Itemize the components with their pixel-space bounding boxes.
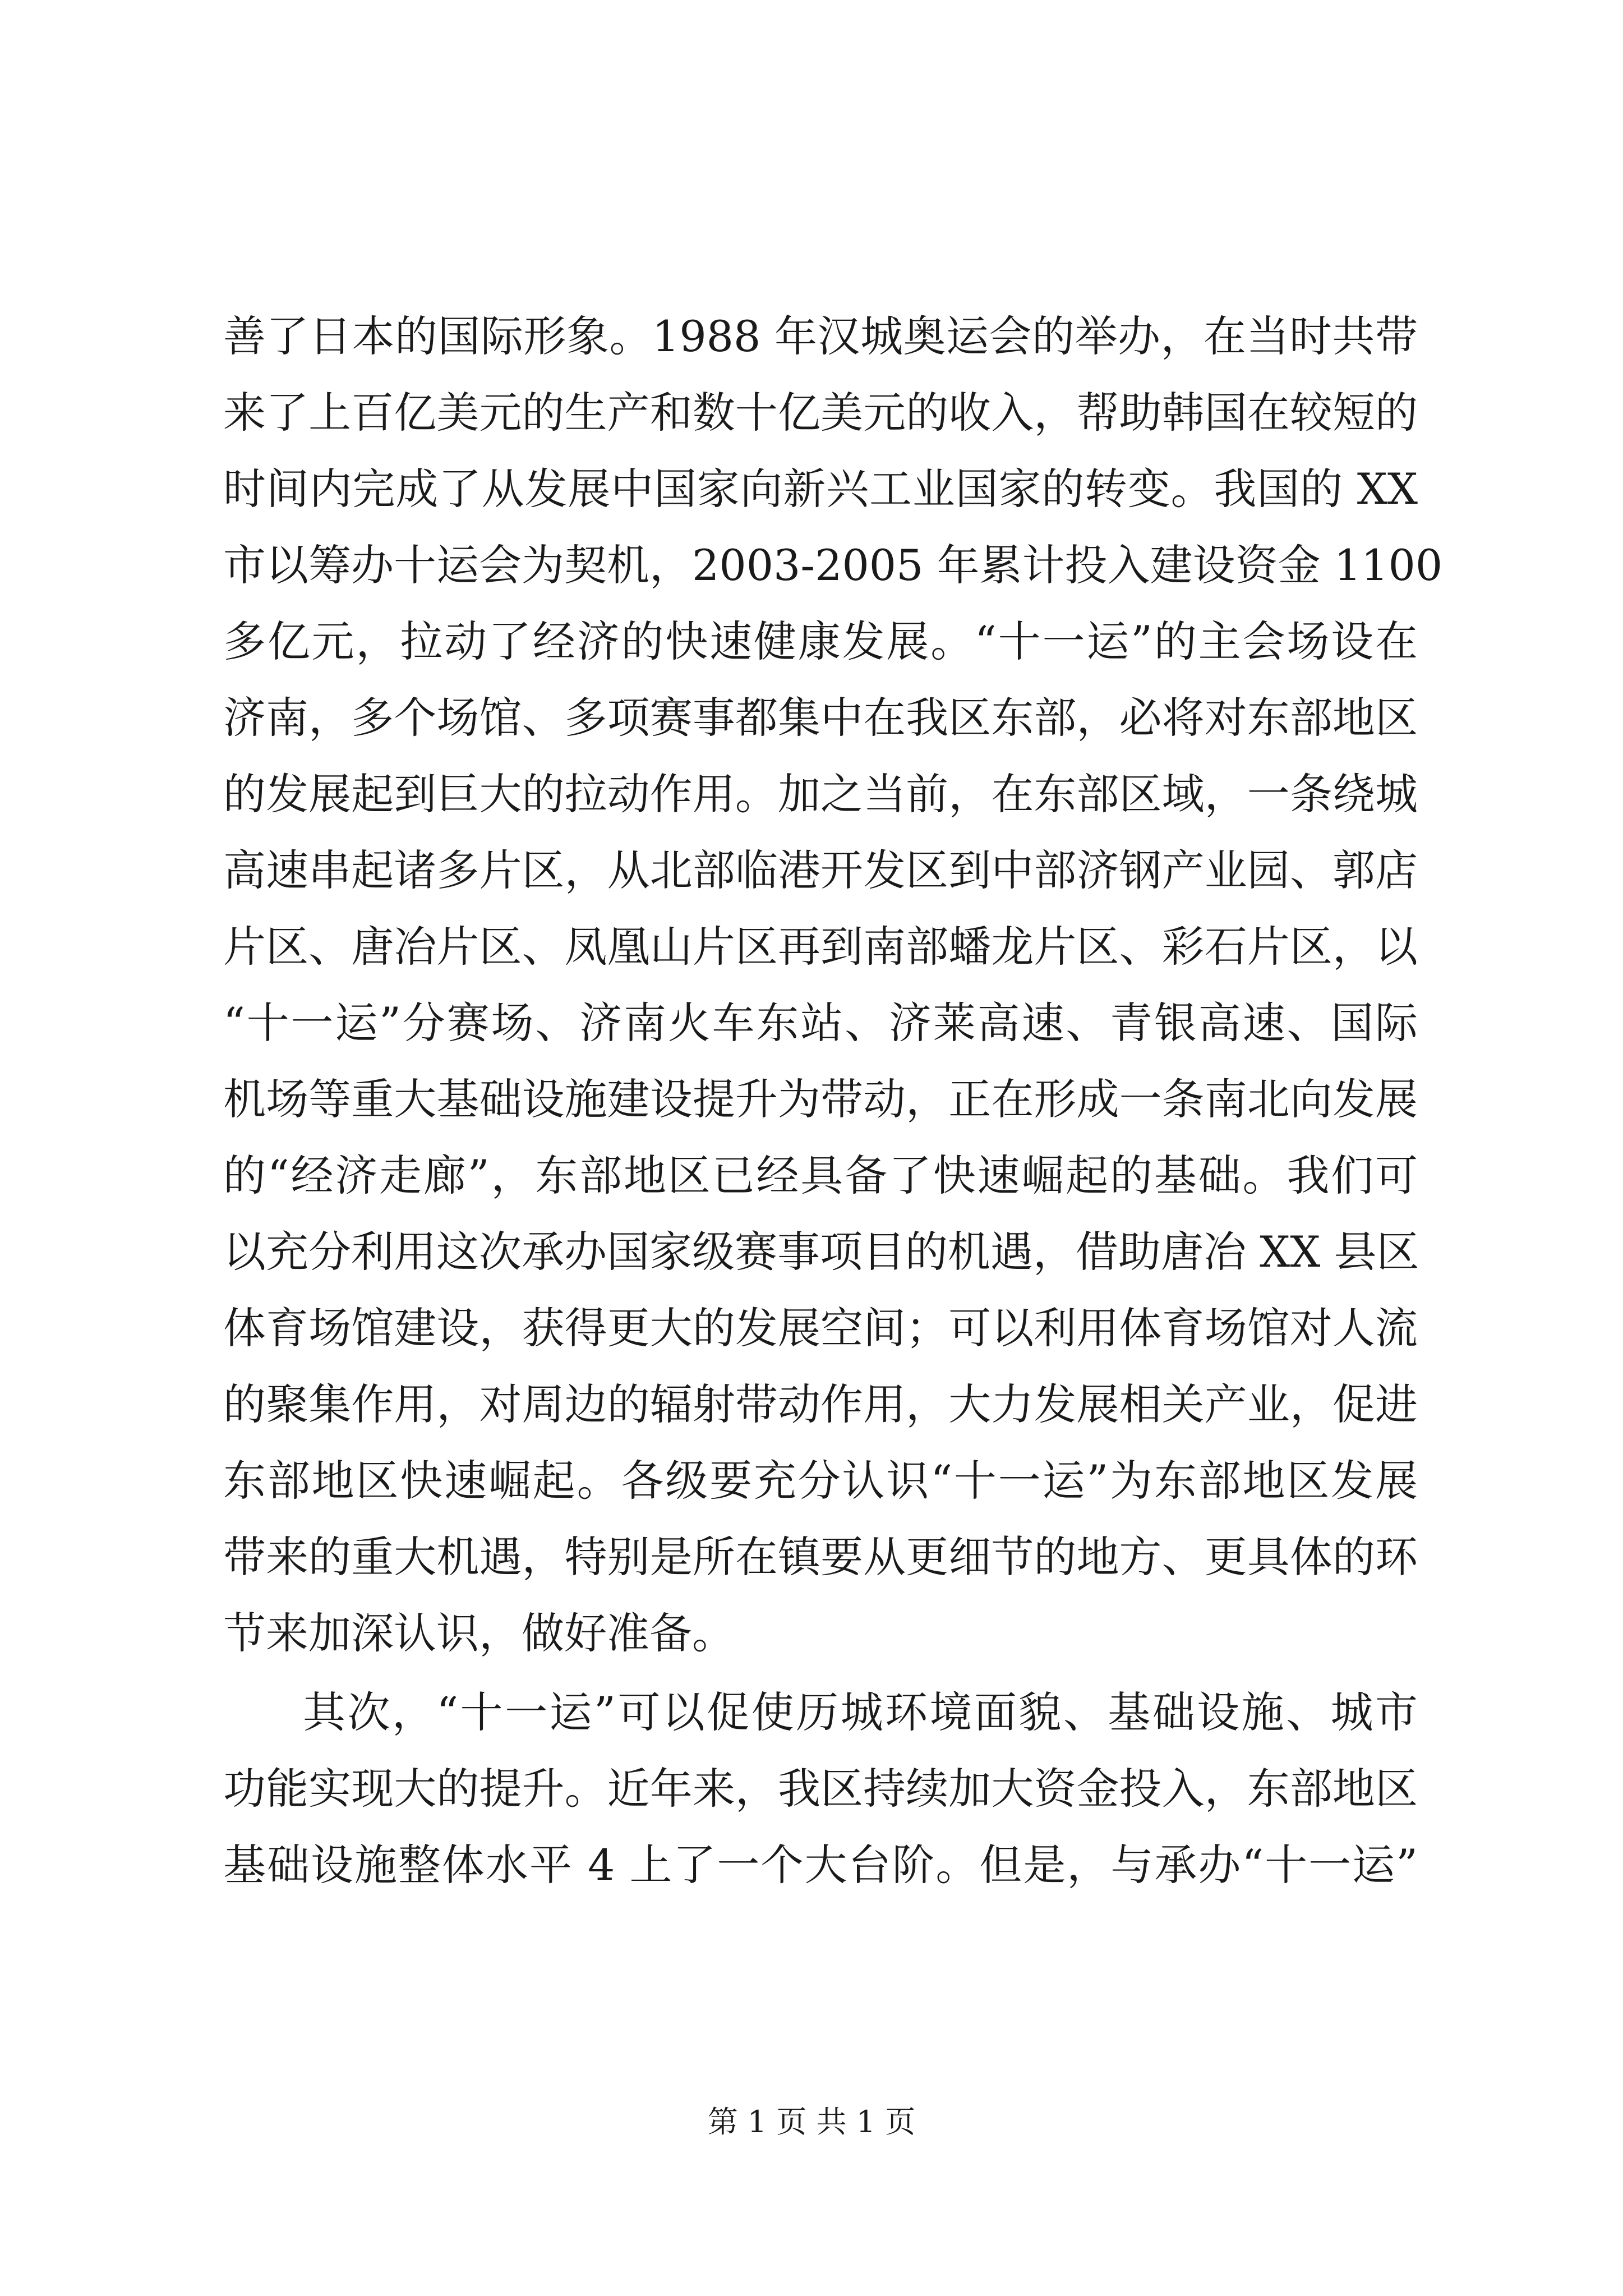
text-line: 功能实现大的提升。近年来，我区持续加大资金投入，东部地区 bbox=[223, 1764, 1418, 1814]
text-line: 的发展起到巨大的拉动作用。加之当前，在东部区域，一条绕城 bbox=[223, 769, 1418, 819]
text-line: 多亿元，拉动了经济的快速健康发展。“十一运”的主会场设在 bbox=[223, 616, 1418, 666]
text-line: 高速串起诸多片区，从北部临港开发区到中部济钢产业园、郭店 bbox=[223, 845, 1418, 895]
text-line: 以充分利用这次承办国家级赛事项目的机遇，借助唐冶 XX 县区 bbox=[223, 1227, 1419, 1277]
text-line: 的聚集作用，对周边的辐射带动作用，大力发展相关产业，促进 bbox=[223, 1379, 1418, 1429]
text-line: 济南，多个场馆、多项赛事都集中在我区东部，必将对东部地区 bbox=[223, 693, 1418, 743]
text-line: 节来加深认识，做好准备。 bbox=[223, 1608, 735, 1658]
page-footer: 第 1 页 共 1 页 bbox=[707, 2104, 916, 2139]
text-line: 时间内完成了从发展中国家向新兴工业国家的转变。我国的 XX bbox=[223, 464, 1418, 514]
text-line: 基础设施整体水平 4 上了一个大台阶。但是，与承办“十一运” bbox=[223, 1840, 1418, 1890]
text-line-paragraph-start: 其次，“十一运”可以促使历城环境面貌、基础设施、城市 bbox=[303, 1687, 1418, 1737]
text-line: 片区、唐冶片区、凤凰山片区再到南部蟠龙片区、彩石片区，以 bbox=[223, 922, 1418, 972]
text-line: 市以筹办十运会为契机，2003-2005 年累计投入建设资金 1100 bbox=[223, 540, 1443, 590]
text-line: 体育场馆建设，获得更大的发展空间；可以利用体育场馆对人流 bbox=[223, 1303, 1418, 1353]
text-line: 的“经济走廊”，东部地区已经具备了快速崛起的基础。我们可 bbox=[223, 1151, 1418, 1200]
text-line: 东部地区快速崛起。各级要充分认识“十一运”为东部地区发展 bbox=[223, 1456, 1418, 1506]
text-line: 机场等重大基础设施建设提升为带动，正在形成一条南北向发展 bbox=[223, 1074, 1418, 1124]
text-line: 来了上百亿美元的生产和数十亿美元的收入，帮助韩国在较短的 bbox=[223, 388, 1418, 438]
text-line: “十一运”分赛场、济南火车东站、济莱高速、青银高速、国际 bbox=[223, 998, 1418, 1048]
text-line: 善了日本的国际形象。1988 年汉城奥运会的举办，在当时共带 bbox=[223, 311, 1418, 361]
text-line: 带来的重大机遇，特别是所在镇要从更细节的地方、更具体的环 bbox=[223, 1532, 1418, 1582]
